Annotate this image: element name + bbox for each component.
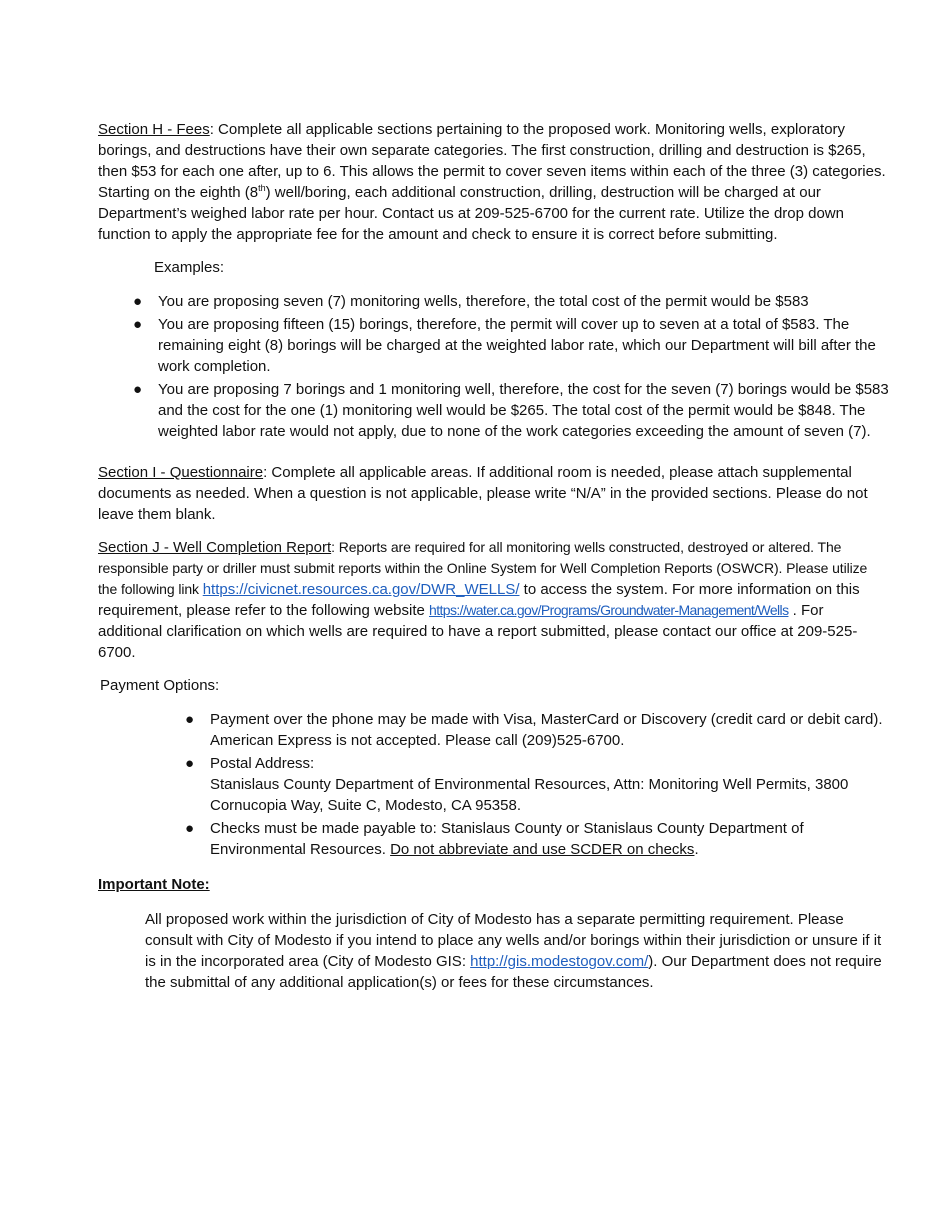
section-h-text2: ) well/boring, each additional construction, drilling, destruction will be charged at our Department’s weighed labor rate per hour. Contact us at 209-525-6700 for the current rate. Utilize the drop down function to apply the appropriate fee for the amount and check to ensure it is correct before submitting. (98, 184, 844, 243)
bullet-icon: ● (133, 293, 143, 310)
example-text: You are proposing 7 borings and 1 monitoring well, therefore, the cost for the seven (7) borings would be $583 and the cost for the one (1) monitoring well would be $265. The total cost of the permit would be $848. The weighted labor rate would not apply, due to none of the work categories exceeding the amount of seven (7). (158, 381, 889, 440)
bullet-icon: ● (185, 820, 195, 837)
examples-label: Examples: (154, 259, 225, 276)
section-h-heading: Section H - Fees (98, 121, 210, 138)
bullet-icon: ● (185, 755, 195, 772)
section-h-text: : Complete all applicable sections pertaining to the proposed work. Monitoring wells, exploratory borings, and destructions have their own separate categories. The first construction, drilling and destruction is $265, then $53 for each one after, up to 6. This allows the permit to cover seven items within each of the three (3) categories. Starting on the eighth (8 (98, 121, 886, 201)
postal-label: Postal Address: (210, 755, 315, 772)
payment-phone-text: Payment over the phone may be made with Visa, MasterCard or Discovery (credit card or debit card). American Express is not accepted. Please call (209)525-6700. (210, 711, 883, 749)
section-j-text2: to access the system. For more information on this requirement, please refer to the following website (98, 581, 860, 619)
note-text: All proposed work within the jurisdiction of City of Modesto has a separate permitting requirement. Please consult with City of Modesto if you intend to place any wells and/or borings within their jurisdiction or unsure if it is in the incorporated area (City of Modesto GIS: (145, 911, 882, 970)
section-j-text3: . For additional clarification on which wells are required to have a report submitted, please contact our office at 209-525-6700. (98, 602, 858, 661)
examples-list (133, 291, 890, 442)
section-j-heading: Section J - Well Completion Report (98, 539, 332, 556)
list-item (185, 709, 890, 751)
note-text2: ). Our Department does not require the submittal of any additional application(s) or fees for these circumstances. (145, 953, 882, 991)
example-text: You are proposing fifteen (15) borings, therefore, the permit will cover up to seven at a total of $583. The remaining eight (8) borings will be charged at the weighted labor rate, which our Department will bill after the work completion. (158, 316, 876, 375)
bullet-icon: ● (133, 381, 143, 398)
list-item (185, 753, 890, 816)
section-h-sup: th (258, 183, 266, 193)
payment-list (185, 709, 890, 860)
section-i-paragraph (98, 462, 890, 525)
document-page (98, 119, 890, 993)
checks-warning: Do not abbreviate and use SCDER on checks (390, 841, 695, 858)
section-j-text: : Reports are required for all monitoring wells constructed, destroyed or altered. The responsible party or driller must submit reports within the Online System for Well Completion Reports (OSWCR). Please utilize the following link (98, 539, 868, 597)
payment-label: Payment Options: (100, 677, 220, 694)
bullet-icon: ● (185, 711, 195, 728)
example-text: You are proposing seven (7) monitoring wells, therefore, the total cost of the permit would be $583 (158, 293, 809, 310)
section-i-heading: Section I - Questionnaire (98, 464, 264, 481)
important-note-heading: Important Note: (98, 876, 210, 893)
modesto-gis-link[interactable]: http://gis.modestogov.com/ (470, 953, 649, 970)
section-h-paragraph (98, 119, 890, 245)
list-item (133, 314, 890, 377)
list-item (185, 818, 890, 860)
important-note-body (145, 909, 890, 993)
section-j-paragraph (98, 537, 890, 663)
groundwater-link[interactable]: https://water.ca.gov/Programs/Groundwater-Management/Wells (429, 602, 789, 618)
postal-address: Stanislaus County Department of Environmental Resources, Attn: Monitoring Well Permits, 3800 Cornucopia Way, Suite C, Modesto, CA 95358. (210, 776, 849, 814)
checks-end: . (694, 841, 699, 858)
section-i-text: : Complete all applicable areas. If additional room is needed, please attach supplemental documents as needed. When a question is not applicable, please write “N/A” in the provided sections. Please do not leave them blank. (98, 464, 868, 523)
bullet-icon: ● (133, 316, 143, 333)
list-item (133, 379, 890, 442)
dwr-wells-link[interactable]: https://civicnet.resources.ca.gov/DWR_WELLS/ (202, 581, 520, 598)
checks-text: Checks must be made payable to: Stanislaus County or Stanislaus County Department of Environmental Resources. (210, 820, 804, 858)
list-item (133, 291, 890, 312)
